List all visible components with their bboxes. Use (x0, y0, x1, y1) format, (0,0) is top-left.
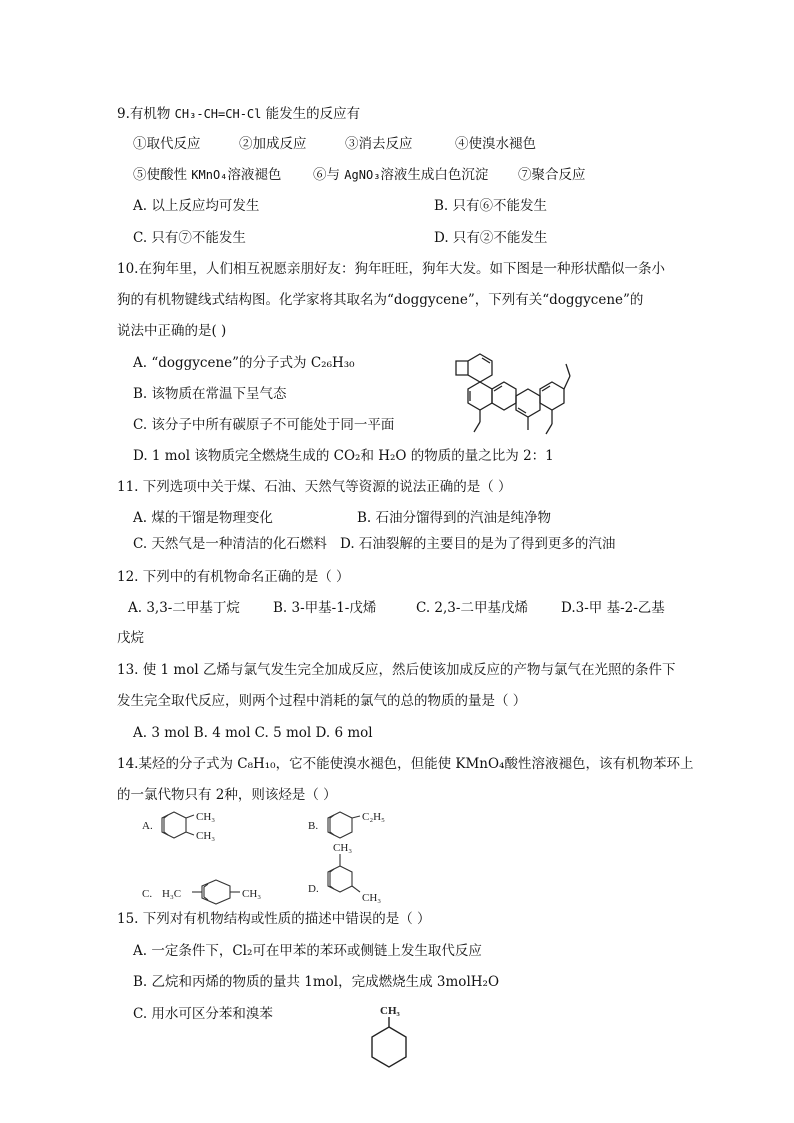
q14-a-ch3-bottom: CH₃ (196, 830, 216, 842)
q9-reaction-2: ②加成反应 (239, 136, 307, 152)
q13-stem-line2: 发生完全取代反应，则两个过程中消耗的氯气的总的物质的量是（ ） (117, 693, 527, 709)
q11-option-c: C. 天然气是一种清洁的化石燃料 (133, 536, 327, 552)
q14-label-a: A. (142, 820, 153, 832)
q11-stem: 11. 下列选项中关于煤、石油、天然气等资源的说法正确的是（ ） (117, 479, 512, 495)
q12-option-b: B. 3-甲基-1-戊烯 (273, 600, 377, 616)
q12-option-d: D.3-甲 基-2-乙基 (561, 600, 665, 616)
q14-d-ch3-bottom: CH₃ (362, 892, 382, 904)
q12-stem: 12. 下列中的有机物命名正确的是（ ） (117, 569, 350, 585)
q11-option-a: A. 煤的干馏是物理变化 (133, 510, 273, 526)
q12-option-a: A. 3,3-二甲基丁烷 (128, 600, 240, 616)
q13-options: A. 3 mol B. 4 mol C. 5 mol D. 6 mol (133, 725, 373, 741)
q15-stem: 15. 下列对有机物结构或性质的描述中错误的是（ ） (117, 911, 431, 927)
q14-label-d: D. (308, 883, 319, 895)
q14-d-ch3-top: CH₃ (333, 842, 353, 854)
q13-stem-line1: 13. 使 1 mol 乙烯与氯气发生完全加成反应，然后使该加成反应的产物与氯气在光照的条件下 (117, 662, 676, 678)
q11-option-d: D. 石油裂解的主要目的是为了得到更多的汽油 (340, 536, 616, 552)
q14-structures (140, 806, 410, 906)
q10-option-b: B. 该物质在常温下呈气态 (133, 386, 287, 402)
q9-reaction-3: ③消去反应 (345, 136, 413, 152)
q9-option-d: D. 只有②不能发生 (434, 230, 548, 246)
q14-stem-line2: 的一氯代物只有 2种，则该烃是（ ） (117, 787, 337, 803)
q15-option-b: B. 乙烷和丙烯的物质的量共 1mol，完成燃烧生成 3molH₂O (133, 974, 500, 990)
q10-stem-line2: 狗的有机物键线式结构图。化学家将其取名为“doggycene”，下列有关“doggycene”的 (117, 292, 644, 308)
q9-reaction-5: ⑤使酸性 KMnO₄溶液褪色 (133, 167, 282, 183)
q10-option-a: A. “doggycene”的分子式为 C₂₆H₃₀ (133, 355, 355, 371)
q14-c-h3c: H₃C (162, 888, 182, 900)
q12-option-d-cont: 戊烷 (117, 630, 144, 646)
q14-b-c2h5: C₂H₅ (362, 811, 385, 823)
q14-a-ch3-top: CH₃ (196, 811, 216, 823)
q11-option-b: B. 石油分馏得到的汽油是纯净物 (357, 510, 552, 526)
q10-stem-line3: 说法中正确的是( ) (117, 323, 227, 339)
q14-c-ch3: CH₃ (242, 888, 262, 900)
q10-option-c: C. 该分子中所有碳原子不可能处于同一平面 (133, 417, 395, 433)
q9-reaction-1: ①取代反应 (133, 136, 201, 152)
doggycene-structure-diagram (440, 346, 580, 446)
q14-label-b: B. (308, 820, 319, 832)
q9-reaction-7: ⑦聚合反应 (518, 167, 586, 183)
q9-reaction-4: ④使溴水褪色 (455, 136, 536, 152)
q15-option-a: A. 一定条件下，Cl₂可在甲苯的苯环或侧链上发生取代反应 (133, 943, 482, 959)
methylcyclohexane-structure (360, 1000, 420, 1075)
q14-stem-line1: 14.某烃的分子式为 C₈H₁₀，它不能使溴水褪色，但能使 KMnO₄酸性溶液褪色，该有机物苯环上 (117, 756, 694, 772)
q9-reaction-6: ⑥与 AgNO₃溶液生成白色沉淀 (313, 167, 489, 183)
q9-option-b: B. 只有⑥不能发生 (434, 198, 548, 214)
q9-option-a: A. 以上反应均可发生 (133, 198, 260, 214)
q9-option-c: C. 只有⑦不能发生 (133, 230, 246, 246)
q10-option-d: D. 1 mol 该物质完全燃烧生成的 CO₂和 H₂O 的物质的量之比为 2：1 (133, 448, 554, 464)
q10-stem-line1: 10.在狗年里，人们相互祝愿亲朋好友：狗年旺旺，狗年大发。如下图是一种形状酷似一条小 (117, 261, 665, 277)
q15-option-c: C. 用水可区分苯和溴苯 (133, 1006, 273, 1022)
q14-label-c: C. (142, 888, 153, 900)
q12-option-c: C. 2,3-二甲基戊烯 (416, 600, 528, 616)
q9-stem: 9.有机物 CH₃-CH=CH-Cl 能发生的反应有 (117, 106, 361, 122)
q15-ch3-label: CH₃ (380, 1005, 400, 1017)
